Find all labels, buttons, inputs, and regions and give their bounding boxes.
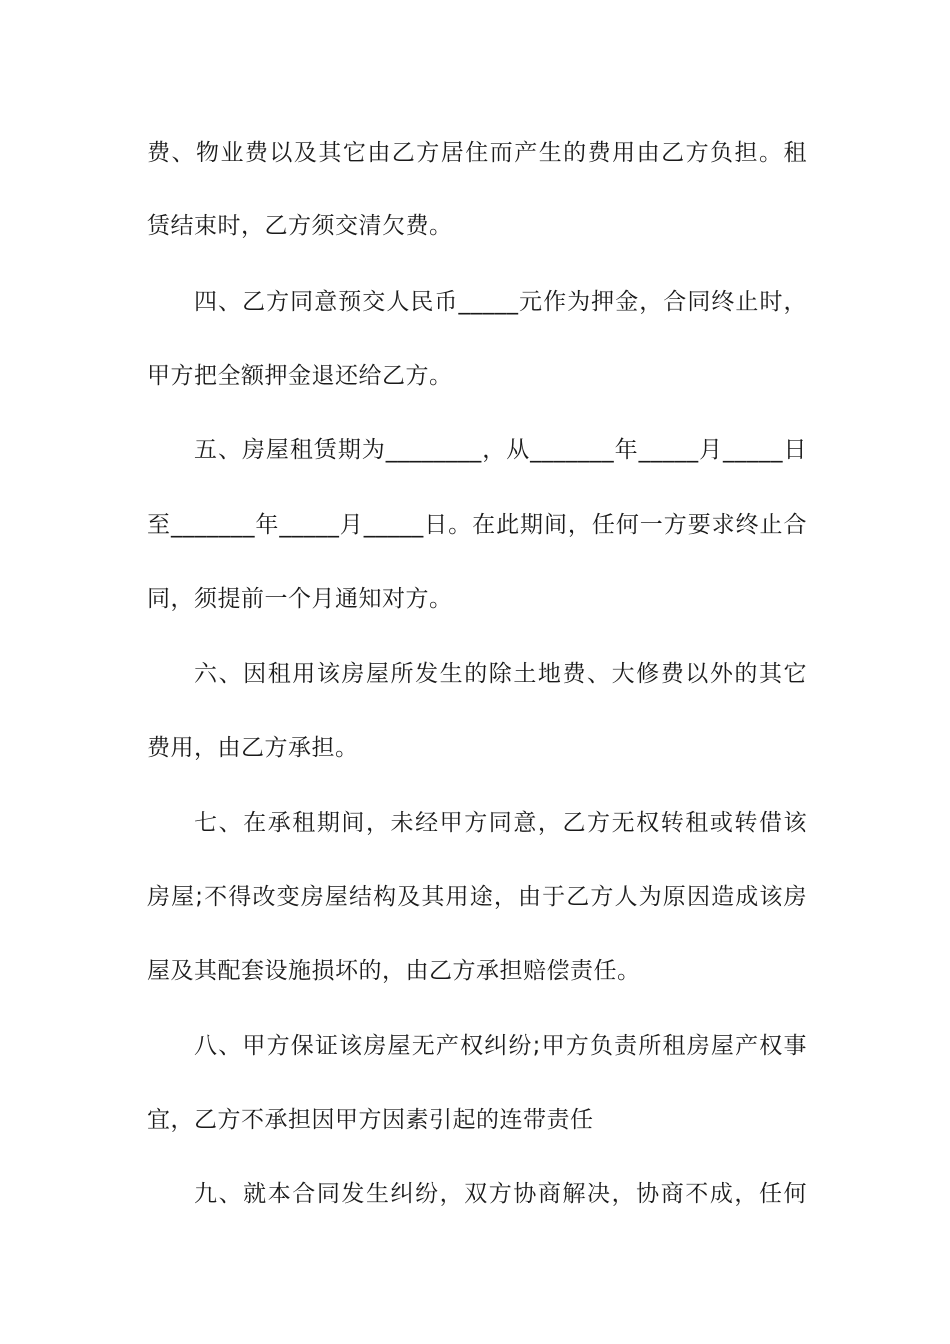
clause-6-text: 六、因租用该房屋所发生的除土地费、大修费以外的其它: [194, 661, 807, 687]
text-line: 甲方把全额押金退还给乙方。: [147, 363, 453, 389]
text-line: 费、物业费以及其它由乙方居住而产生的费用由乙方负担。租: [147, 140, 807, 166]
text-line: 宜，乙方不承担因甲方因素引起的连带责任: [147, 1107, 594, 1133]
clause-4-text: 四、乙方同意预交人民币_____元作为押金，合同终止时，: [194, 289, 807, 315]
text-line: 至_______年_____月_____日。在此期间，任何一方要求终止合: [147, 512, 807, 538]
clause-8-text: 八、甲方保证该房屋无产权纠纷;甲方负责所租房屋产权事: [194, 1033, 807, 1059]
clause-5-text: 五、房屋租赁期为________，从_______年_____月_____日: [194, 437, 807, 463]
text-line: 房屋;不得改变房屋结构及其用途，由于乙方人为原因造成该房: [147, 884, 807, 910]
text-line: 同，须提前一个月通知对方。: [147, 586, 453, 612]
text-line: 赁结束时，乙方须交清欠费。: [147, 213, 453, 239]
clause-9-text: 九、就本合同发生纠纷，双方协商解决，协商不成，任何: [194, 1181, 807, 1207]
clause-7-text: 七、在承租期间，未经甲方同意，乙方无权转租或转借该: [194, 810, 807, 836]
text-line: 费用，由乙方承担。: [147, 735, 359, 761]
text-line: 屋及其配套设施损坏的，由乙方承担赔偿责任。: [147, 958, 641, 984]
